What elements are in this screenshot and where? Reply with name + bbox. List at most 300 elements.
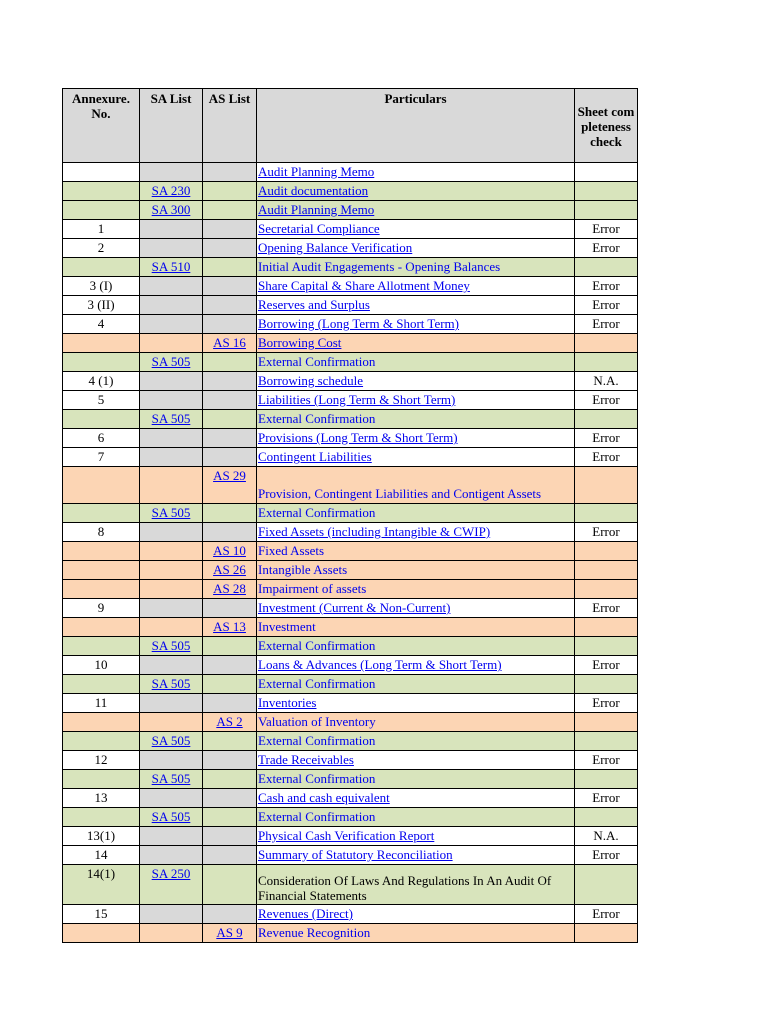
particulars-cell-text: External Confirmation (258, 809, 376, 824)
as-list-cell (203, 542, 257, 561)
annexure-cell (63, 924, 140, 943)
as-list-cell (203, 182, 257, 201)
sa-list-cell-link[interactable]: SA 505 (151, 676, 191, 691)
sheet-check-cell-text: Error (592, 297, 620, 312)
table-row (63, 580, 638, 599)
sheet-check-cell (575, 182, 638, 201)
as-list-cell (203, 201, 257, 220)
particulars-cell-link[interactable]: Borrowing (Long Term & Short Term) (258, 316, 459, 331)
particulars-cell-text: External Confirmation (258, 638, 376, 653)
particulars-cell-text: Valuation of Inventory (258, 714, 376, 729)
as-list-cell (203, 334, 257, 353)
annexure-cell (63, 429, 140, 448)
sheet-check-cell (575, 618, 638, 637)
annexure-table (62, 88, 638, 943)
header-particulars: Particulars (257, 89, 575, 163)
sheet-check-cell (575, 770, 638, 789)
sheet-check-cell (575, 789, 638, 808)
particulars-cell (257, 905, 575, 924)
annexure-cell (63, 523, 140, 542)
annexure-cell (63, 713, 140, 732)
as-list-cell-link[interactable]: AS 2 (216, 714, 243, 729)
table-row (63, 239, 638, 258)
annexure-cell (63, 846, 140, 865)
particulars-cell (257, 182, 575, 201)
particulars-cell (257, 618, 575, 637)
table-row (63, 504, 638, 523)
sa-list-cell-link[interactable]: SA 505 (151, 809, 191, 824)
table-row (63, 865, 638, 905)
table-row (63, 258, 638, 277)
sa-list-cell (140, 277, 203, 296)
as-list-cell-link[interactable]: AS 13 (213, 619, 246, 634)
as-list-cell (203, 808, 257, 827)
as-list-cell (203, 637, 257, 656)
annexure-cell (63, 448, 140, 467)
as-list-cell (203, 239, 257, 258)
particulars-cell-link[interactable]: Borrowing schedule (258, 373, 364, 388)
header-as-list: AS List (203, 89, 257, 163)
table-row (63, 751, 638, 770)
sheet-check-cell (575, 846, 638, 865)
sa-list-cell (140, 599, 203, 618)
annexure-cell (63, 258, 140, 277)
sa-list-cell (140, 732, 203, 751)
annexure-cell (63, 637, 140, 656)
particulars-cell-link[interactable]: Audit Planning Memo (258, 202, 375, 217)
table-row (63, 713, 638, 732)
table-row (63, 163, 638, 182)
particulars-cell-link[interactable]: Audit Planning Memo (258, 164, 375, 179)
sa-list-cell-link[interactable]: SA 505 (151, 733, 191, 748)
as-list-cell (203, 751, 257, 770)
sa-list-cell (140, 220, 203, 239)
table-row (63, 353, 638, 372)
particulars-cell (257, 258, 575, 277)
particulars-cell (257, 675, 575, 694)
as-list-cell (203, 656, 257, 675)
as-list-cell (203, 618, 257, 637)
particulars-cell (257, 732, 575, 751)
sheet-check-cell (575, 732, 638, 751)
sa-list-cell (140, 448, 203, 467)
sa-list-cell (140, 258, 203, 277)
particulars-cell (257, 201, 575, 220)
table-row (63, 789, 638, 808)
annexure-cell (63, 694, 140, 713)
annexure-cell (63, 675, 140, 694)
table-row (63, 808, 638, 827)
annexure-cell (63, 808, 140, 827)
annexure-cell (63, 391, 140, 410)
annexure-cell-text: 14 (94, 847, 108, 862)
sa-list-cell (140, 410, 203, 429)
particulars-cell-text: Provision, Contingent Liabilities and Contigent Assets (258, 486, 542, 501)
table-row (63, 182, 638, 201)
annexure-cell (63, 599, 140, 618)
table-row (63, 732, 638, 751)
particulars-cell (257, 542, 575, 561)
sa-list-cell (140, 808, 203, 827)
table-row (63, 599, 638, 618)
annexure-cell-text: 8 (97, 524, 105, 539)
sa-list-cell (140, 637, 203, 656)
annexure-cell (63, 656, 140, 675)
sheet-check-cell (575, 865, 638, 905)
sheet-check-cell (575, 239, 638, 258)
table-row (63, 905, 638, 924)
annexure-cell (63, 410, 140, 429)
sa-list-cell (140, 713, 203, 732)
table-row (63, 467, 638, 504)
annexure-cell-text: 3 (I) (89, 278, 113, 293)
sheet-check-cell-text: Error (592, 449, 620, 464)
sa-list-cell (140, 656, 203, 675)
table-row (63, 827, 638, 846)
table-row (63, 924, 638, 943)
sheet-check-cell-text: Error (592, 847, 620, 862)
particulars-cell-text: External Confirmation (258, 676, 376, 691)
particulars-cell (257, 827, 575, 846)
sa-list-cell-link[interactable]: SA 250 (151, 866, 191, 881)
particulars-cell (257, 599, 575, 618)
particulars-cell-link[interactable]: Liabilities (Long Term & Short Term) (258, 392, 456, 407)
sa-list-cell (140, 924, 203, 943)
sheet-check-cell-text: Error (592, 316, 620, 331)
particulars-cell (257, 789, 575, 808)
sheet-check-cell (575, 296, 638, 315)
as-list-cell (203, 561, 257, 580)
table-row (63, 448, 638, 467)
sheet-check-cell (575, 353, 638, 372)
sa-list-cell-link[interactable]: SA 505 (151, 411, 191, 426)
annexure-cell-text: 11 (94, 695, 108, 710)
sheet-check-cell (575, 599, 638, 618)
table-row (63, 675, 638, 694)
particulars-cell-text: Impairment of assets (258, 581, 367, 596)
particulars-cell-text: Initial Audit Engagements - Opening Balances (258, 259, 501, 274)
particulars-cell (257, 846, 575, 865)
annexure-cell (63, 353, 140, 372)
as-list-cell-link[interactable]: AS 10 (213, 543, 246, 558)
particulars-cell (257, 637, 575, 656)
particulars-cell-link[interactable]: Trade Receivables (258, 752, 354, 767)
particulars-cell-text: External Confirmation (258, 411, 376, 426)
as-list-cell (203, 846, 257, 865)
annexure-cell (63, 827, 140, 846)
as-list-cell (203, 258, 257, 277)
particulars-cell (257, 391, 575, 410)
annexure-cell-text: 1 (97, 221, 105, 236)
annexure-cell (63, 751, 140, 770)
particulars-cell (257, 448, 575, 467)
table-row (63, 561, 638, 580)
particulars-cell-link[interactable]: Loans & Advances (Long Term & Short Term) (258, 657, 502, 672)
table-row (63, 542, 638, 561)
sa-list-cell (140, 905, 203, 924)
annexure-cell-text: 4 (1) (88, 373, 114, 388)
as-list-cell (203, 770, 257, 789)
particulars-cell-link[interactable]: Physical Cash Verification Report (258, 828, 435, 843)
sheet-check-cell-text: Error (592, 600, 620, 615)
sheet-check-cell (575, 467, 638, 504)
as-list-cell (203, 504, 257, 523)
annexure-cell (63, 561, 140, 580)
sheet-check-cell (575, 905, 638, 924)
sa-list-cell (140, 182, 203, 201)
sheet-check-cell (575, 561, 638, 580)
table-row (63, 391, 638, 410)
annexure-cell-text: 5 (97, 392, 105, 407)
sheet-check-cell (575, 315, 638, 334)
sheet-check-cell (575, 827, 638, 846)
sa-list-cell-link[interactable]: SA 505 (151, 505, 191, 520)
particulars-cell-text: Intangible Assets (258, 562, 348, 577)
as-list-cell (203, 865, 257, 905)
particulars-cell (257, 315, 575, 334)
annexure-cell-text: 12 (94, 752, 108, 767)
sheet-check-cell-text: N.A. (593, 828, 619, 843)
table-row (63, 637, 638, 656)
as-list-cell (203, 448, 257, 467)
sheet-check-cell (575, 637, 638, 656)
as-list-cell (203, 277, 257, 296)
header-row (63, 89, 638, 163)
particulars-cell-link[interactable]: Cash and cash equivalent (258, 790, 390, 805)
table-row (63, 220, 638, 239)
particulars-cell-text: Investment (258, 619, 316, 634)
annexure-cell (63, 789, 140, 808)
particulars-cell-link[interactable]: Opening Balance Verification (258, 240, 413, 255)
sa-list-cell (140, 542, 203, 561)
as-list-cell-link[interactable]: AS 26 (213, 562, 246, 577)
as-list-cell (203, 675, 257, 694)
table-row (63, 429, 638, 448)
sheet-check-cell (575, 372, 638, 391)
as-list-cell (203, 296, 257, 315)
particulars-cell-link[interactable]: Secretarial Compliance (258, 221, 380, 236)
sa-list-cell (140, 163, 203, 182)
sa-list-cell (140, 694, 203, 713)
annexure-cell-text: 4 (97, 316, 105, 331)
sa-list-cell (140, 504, 203, 523)
sheet-check-cell (575, 258, 638, 277)
annexure-cell (63, 220, 140, 239)
as-list-cell (203, 467, 257, 504)
particulars-cell (257, 504, 575, 523)
particulars-cell-text: Consideration Of Laws And Regulations In An Audit Of Financial Statements (258, 873, 552, 903)
sa-list-cell-link[interactable]: SA 505 (151, 354, 191, 369)
table-row (63, 770, 638, 789)
particulars-cell (257, 239, 575, 258)
particulars-cell-text: External Confirmation (258, 733, 376, 748)
particulars-cell-text: Revenue Recognition (258, 925, 371, 940)
annexure-cell-text: 13(1) (86, 828, 116, 843)
particulars-cell-link[interactable]: Reserves and Surplus (258, 297, 370, 312)
table-row (63, 315, 638, 334)
sa-list-cell (140, 618, 203, 637)
sa-list-cell-link[interactable]: SA 230 (151, 183, 191, 198)
particulars-cell-link[interactable]: Share Capital & Share Allotment Money (258, 278, 470, 293)
as-list-cell-link[interactable]: AS 16 (213, 335, 246, 350)
sa-list-cell (140, 372, 203, 391)
particulars-cell-link[interactable]: Revenues (Direct) (258, 906, 353, 921)
particulars-cell (257, 277, 575, 296)
sa-list-cell-link[interactable]: SA 510 (151, 259, 191, 274)
sa-list-cell-link[interactable]: SA 505 (151, 638, 191, 653)
particulars-cell-text: External Confirmation (258, 505, 376, 520)
sa-list-cell (140, 467, 203, 504)
sheet-check-cell (575, 201, 638, 220)
sheet-check-cell (575, 163, 638, 182)
header-sheet-check: Sheet completeness check (575, 89, 638, 163)
as-list-cell (203, 391, 257, 410)
sa-list-cell (140, 675, 203, 694)
annexure-cell (63, 865, 140, 905)
sheet-check-cell-text: Error (592, 524, 620, 539)
particulars-cell (257, 429, 575, 448)
table-row (63, 618, 638, 637)
as-list-cell (203, 827, 257, 846)
particulars-cell (257, 808, 575, 827)
sa-list-cell (140, 789, 203, 808)
particulars-cell (257, 713, 575, 732)
sheet-check-cell-text: Error (592, 392, 620, 407)
as-list-cell (203, 410, 257, 429)
sa-list-cell (140, 201, 203, 220)
particulars-cell (257, 924, 575, 943)
annexure-cell-text: 7 (97, 449, 105, 464)
particulars-cell-link[interactable]: Fixed Assets (including Intangible & CWIP) (258, 524, 491, 539)
sa-list-cell-link[interactable]: SA 505 (151, 771, 191, 786)
particulars-cell (257, 334, 575, 353)
sheet-check-cell-text: Error (592, 752, 620, 767)
sheet-check-cell (575, 713, 638, 732)
sheet-check-cell-text: Error (592, 278, 620, 293)
sheet-check-cell-text: Error (592, 906, 620, 921)
particulars-cell-link[interactable]: Contingent Liabilities (258, 449, 372, 464)
annexure-cell (63, 467, 140, 504)
sa-list-cell (140, 523, 203, 542)
sa-list-cell (140, 315, 203, 334)
annexure-cell (63, 905, 140, 924)
annexure-cell-text: 3 (II) (87, 297, 115, 312)
annexure-cell (63, 182, 140, 201)
sheet-check-cell-text: Error (592, 430, 620, 445)
particulars-cell (257, 694, 575, 713)
particulars-cell (257, 523, 575, 542)
annexure-cell (63, 163, 140, 182)
sheet-check-cell-text: Error (592, 695, 620, 710)
annexure-cell (63, 201, 140, 220)
particulars-cell-text: External Confirmation (258, 771, 376, 786)
as-list-cell-link[interactable]: AS 9 (216, 925, 243, 940)
particulars-cell-link[interactable]: Provisions (Long Term & Short Term) (258, 430, 458, 445)
sheet-check-cell (575, 751, 638, 770)
annexure-cell (63, 618, 140, 637)
table-row (63, 372, 638, 391)
sa-list-cell (140, 770, 203, 789)
particulars-cell-link[interactable]: Inventories (258, 695, 317, 710)
particulars-cell (257, 372, 575, 391)
particulars-cell-link[interactable]: Audit documentation (258, 183, 369, 198)
sheet-check-cell-text: Error (592, 790, 620, 805)
sheet-check-cell (575, 410, 638, 429)
particulars-cell (257, 353, 575, 372)
sheet-check-cell (575, 694, 638, 713)
sa-list-cell (140, 846, 203, 865)
table-row (63, 656, 638, 675)
particulars-cell-link[interactable]: Investment (Current & Non-Current) (258, 600, 451, 615)
particulars-cell-link[interactable]: Summary of Statutory Reconciliation (258, 847, 453, 862)
as-list-cell (203, 924, 257, 943)
annexure-cell (63, 580, 140, 599)
as-list-cell (203, 580, 257, 599)
sheet-check-cell (575, 277, 638, 296)
header-sa-list: SA List (140, 89, 203, 163)
particulars-cell (257, 561, 575, 580)
as-list-cell (203, 523, 257, 542)
as-list-cell-link[interactable]: AS 28 (213, 581, 246, 596)
annexure-cell (63, 372, 140, 391)
sa-list-cell (140, 561, 203, 580)
annexure-cell-text: 2 (97, 240, 105, 255)
sheet-check-cell (575, 523, 638, 542)
table-row (63, 846, 638, 865)
as-list-cell (203, 220, 257, 239)
sheet-check-cell (575, 391, 638, 410)
particulars-cell (257, 163, 575, 182)
sheet-check-cell (575, 334, 638, 353)
annexure-cell (63, 504, 140, 523)
as-list-cell (203, 713, 257, 732)
as-list-cell (203, 429, 257, 448)
particulars-cell (257, 865, 575, 905)
sheet-check-cell-text: Error (592, 240, 620, 255)
sa-list-cell (140, 751, 203, 770)
annexure-cell (63, 315, 140, 334)
annexure-cell (63, 770, 140, 789)
annexure-cell-text: 15 (94, 906, 108, 921)
sa-list-cell (140, 391, 203, 410)
annexure-cell (63, 239, 140, 258)
header-annexure: Annexure. No. (63, 89, 140, 163)
as-list-cell (203, 599, 257, 618)
particulars-cell (257, 656, 575, 675)
annexure-cell-text: 13 (94, 790, 108, 805)
sa-list-cell-link[interactable]: SA 300 (151, 202, 191, 217)
as-list-cell (203, 372, 257, 391)
sheet-check-cell (575, 429, 638, 448)
annexure-cell-text: 9 (97, 600, 105, 615)
particulars-cell-text: Fixed Assets (258, 543, 325, 558)
particulars-cell-link[interactable]: Borrowing Cost (258, 335, 342, 350)
sa-list-cell (140, 334, 203, 353)
sheet-check-cell (575, 675, 638, 694)
as-list-cell (203, 789, 257, 808)
as-list-cell (203, 163, 257, 182)
particulars-cell (257, 751, 575, 770)
sheet-check-cell (575, 656, 638, 675)
as-list-cell-link[interactable]: AS 29 (213, 468, 246, 483)
particulars-cell (257, 296, 575, 315)
annexure-cell-text: 14(1) (86, 866, 116, 881)
sheet-check-cell-text: N.A. (593, 373, 619, 388)
annexure-cell-text: 6 (97, 430, 105, 445)
particulars-cell (257, 467, 575, 504)
as-list-cell (203, 732, 257, 751)
table-row (63, 277, 638, 296)
